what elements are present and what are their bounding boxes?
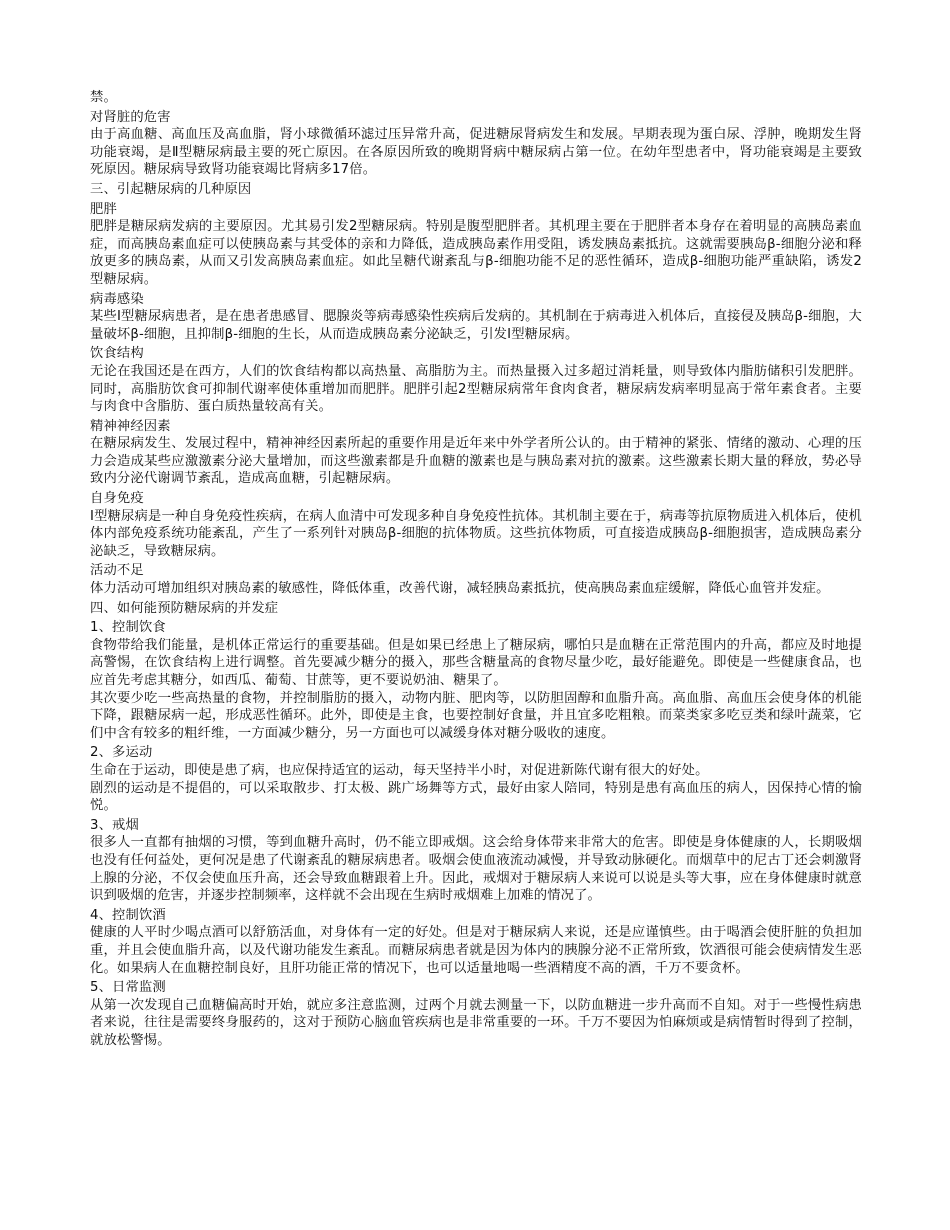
paragraph: 无论在我国还是在西方，人们的饮食结构都以高热量、高脂肪为主。而热量摄入过多超过消耗量，则导致体内脂肪储积引发肥胖。同时，高脂肪饮食可抑制代谢率使体重增加而肥胖。肥胖引起2型糖尿病常年食肉食者，糖尿病发病率明显高于常年素食者。主要与肉食中含脂肪、蛋白质热量较高有关。 [90,363,862,415]
paragraph: 肥胖是糖尿病发病的主要原因。尤其易引发2型糖尿病。特别是腹型肥胖者。其机理主要在于肥胖者本身存在着明显的高胰岛素血症，而高胰岛素血症可以使胰岛素与其受体的亲和力降低，造成胰岛素作用受阻，诱发胰岛素抵抗。这就需要胰岛β-细胞分泌和释放更多的胰岛素，从而又引发高胰岛素血症。如此呈糖代谢紊乱与β-细胞功能不足的恶性循环，造成β-细胞功能严重缺陷，诱发2型糖尿病。 [90,219,862,287]
paragraph: 某些Ⅰ型糖尿病患者，是在患者患感冒、腮腺炎等病毒感染性疾病后发病的。其机制在于病毒进入机体后，直接侵及胰岛β-细胞，大量破坏β-细胞，且抑制β-细胞的生长，从而造成胰岛素分泌缺乏，引发Ⅰ型糖尿病。 [90,309,862,342]
section-heading: 四、如何能预防糖尿病的并发症 [90,600,279,616]
section-heading: 3、戒烟 [90,817,139,833]
paragraph: 禁。 [90,90,117,105]
section-heading: 对肾脏的危害 [90,109,171,125]
section-heading: 精神神经因素 [90,418,171,434]
section-heading: 2、多运动 [90,745,153,761]
section-heading: 4、控制饮酒 [90,907,166,923]
section-heading: 饮食结构 [90,346,144,362]
paragraph: 其次要少吃一些高热量的食物，并控制脂肪的摄入，动物内脏、肥肉等，以防胆固醇和血脂升高。高血脂、高血压会使身体的机能下降，跟糖尿病一起，形成恶性循环。此外，即使是主食，也要控制好食量，并且宜多吃粗粮。而菜类家多吃豆类和绿叶蔬菜，它们中含有较多的粗纤维，一方面减少糖分，另一方面也可以减缓身体对糖分吸收的速度。 [90,690,862,741]
section-heading: 1、控制饮食 [90,620,166,636]
paragraph: 体力活动可增加组织对胰岛素的敏感性，降低体重，改善代谢，减轻胰岛素抵抗，使高胰岛素血症缓解，降低心血管并发症。 [90,581,830,597]
paragraph: 在糖尿病发生、发展过程中，精神神经因素所起的重要作用是近年来中外学者所公认的。由于精神的紧张、情绪的激动、心理的压力会造成某些应激激素分泌大量增加，而这些激素都是升血糖的激素也是与胰岛素对抗的激素。这些激素长期大量的释放，势必导致内分泌代谢调节紊乱，造成高血糖，引起糖尿病。 [90,436,862,487]
paragraph: 剧烈的运动是不提倡的，可以采取散步、打太极、跳广场舞等方式，最好由家人陪同，特别是患有高血压的病人，因保持心情的愉悦。 [90,780,862,814]
section-heading: 5、日常监测 [90,980,166,996]
paragraph: 从第一次发现自己血糖偏高时开始，就应多注意监测，过两个月就去测量一下，以防血糖进一步升高而不自知。对于一些慢性病患者来说，往往是需要终身服药的，这对于预防心脑血管疾病也是非常重要的一环。千万不要因为怕麻烦或是病情暂时得到了控制，就放松警惕。 [90,997,862,1048]
paragraph: 生命在于运动，即使是患了病，也应保持适宜的运动，每天坚持半小时，对促进新陈代谢有很大的好处。 [90,762,709,778]
section-heading: 病毒感染 [90,291,144,307]
section-heading: 三、引起糖尿病的几种原因 [90,181,252,197]
section-heading: 自身免疫 [90,491,144,507]
paragraph: 由于高血糖、高血压及高血脂，肾小球微循环滤过压异常升高，促进糖尿肾病发生和发展。早期表现为蛋白尿、浮肿，晚期发生肾功能衰竭，是Ⅱ型糖尿病最主要的死亡原因。在各原因所致的晚期肾病中糖尿病占第一位。在幼年型患者中，肾功能衰竭是主要致死原因。糖尿病导致肾功能衰竭比肾病多17倍。 [90,127,862,178]
section-heading: 活动不足 [90,563,144,579]
paragraph: Ⅰ型糖尿病是一种自身免疫性疾病，在病人血清中可发现多种自身免疫性抗体。其机制主要在于，病毒等抗原物质进入机体后，使机体内部免疫系统功能紊乱，产生了一系列针对胰岛β-细胞的抗体物质。这些抗体物质，可直接造成胰岛β-细胞损害，造成胰岛素分泌缺乏，导致糖尿病。 [90,508,862,559]
paragraph: 食物带给我们能量，是机体正常运行的重要基础。但是如果已经患上了糖尿病，哪怕只是血糖在正常范围内的升高，都应及时地提高警惕，在饮食结构上进行调整。首先要减少糖分的摄入，那些含糖量高的食物尽量少吃，最好能避免。即使是一些健康食品，也应首先考虑其糖分，如西瓜、葡萄、甘蔗等，更不要说奶油、糖果了。 [90,637,862,688]
paragraph: 很多人一直都有抽烟的习惯，等到血糖升高时，仍不能立即戒烟。这会给身体带来非常大的危害。即使是身体健康的人，长期吸烟也没有任何益处，更何况是患了代谢紊乱的糖尿病患者。吸烟会使血液流动减慢，并导致动脉硬化。而烟草中的尼古丁还会刺激肾上腺的分泌，不仅会使血压升高，还会导致血糖跟着上升。因此，戒烟对于糖尿病人来说可以说是头等大事，应在身体健康时就意识到吸烟的危害，并逐步控制频率，这样就不会出现在生病时戒烟难上加难的情况了。 [90,835,862,904]
document-body [90,89,862,1049]
paragraph: 健康的人平时少喝点酒可以舒筋活血，对身体有一定的好处。但是对于糖尿病人来说，还是应谨慎些。由于喝酒会使肝脏的负担加重，并且会使血脂升高，以及代谢功能发生紊乱。而糖尿病患者就是因为体内的胰腺分泌不正常所致，饮酒很可能会使病情发生恶化。如果病人在血糖控制良好，且肝功能正常的情况下，也可以适量地喝一些酒精度不高的酒，千万不要贪杯。 [90,925,862,976]
section-heading: 肥胖 [90,201,117,217]
